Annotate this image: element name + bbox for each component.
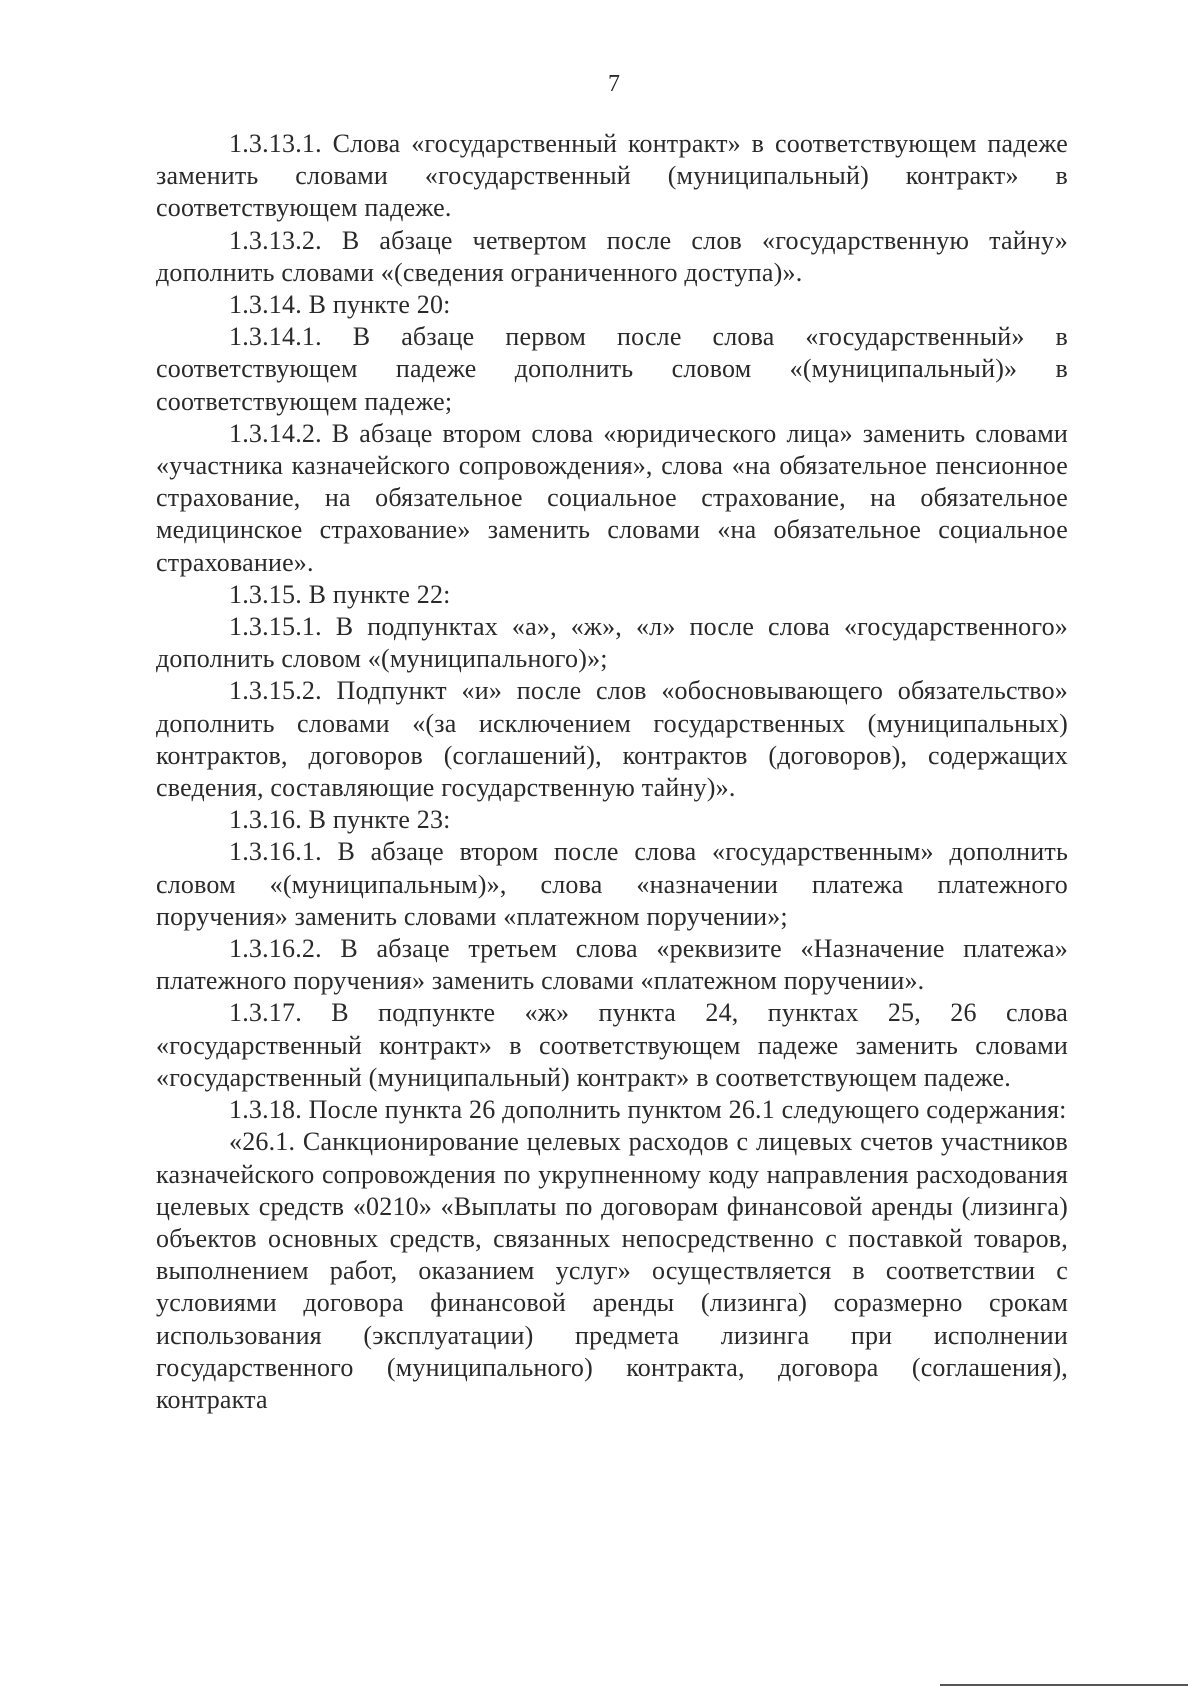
paragraph-26-1-quote: «26.1. Санкционирование целевых расходов с лицевых счетов участников казначейского сопровождения по укрупненному коду направления расходования целевых средств «0210» «Выплаты по договорам финансовой аренды (лизинга) объектов основных средств, связанных непосредственно с поставкой товаров, выполнением работ, оказанием услуг» осуществляется в соответствии с условиями договора финансовой аренды (лизинга) соразмерно срокам использования (эксплуатации) предмета лизинга при исполнении государственного (муниципального) контракта, договора (соглашения), контракта xyxy=(156,1127,1068,1414)
paragraph-1-3-16: 1.3.16. В пункте 23: xyxy=(229,805,451,835)
paragraph-1-3-16-2: 1.3.16.2. В абзаце третьем слова «реквизите «Назначение платежа» платежного поручения» заменить словами «платежном поручении». xyxy=(156,934,1068,996)
paragraph-1-3-13-1: 1.3.13.1. Слова «государственный контракт» в соответствующем падеже заменить словами «государственный (муниципальный) контракт» в соответствующем падеже. xyxy=(156,129,1068,223)
paragraph-1-3-14-2: 1.3.14.2. В абзаце втором слова «юридического лица» заменить словами «участника казначейского сопровождения», слова «на обязательное пенсионное страхование, на обязательное социальное страхование, на обязательное медицинское страхование» заменить словами «на обязательное социальное страхование». xyxy=(156,418,1068,577)
page-number: 7 xyxy=(608,71,620,97)
document-body xyxy=(156,128,1068,1416)
paragraph-1-3-15-2: 1.3.15.2. Подпункт «и» после слов «обосновывающего обязательство» дополнить словами «(за исключением государственных (муниципальных) контрактов, договоров (соглашений), контрактов (договоров), содержащих сведения, составляющие государственную тайну)». xyxy=(156,676,1068,803)
paragraph-1-3-18: 1.3.18. После пункта 26 дополнить пунктом 26.1 следующего содержания: xyxy=(229,1095,1067,1125)
bottom-rule-line xyxy=(940,1684,1188,1686)
paragraph-1-3-16-1: 1.3.16.1. В абзаце втором после слова «государственным» дополнить словом «(муниципальным)», слова «назначении платежа платежного поручения» заменить словами «платежном поручении»; xyxy=(156,837,1068,931)
paragraph-1-3-14-1: 1.3.14.1. В абзаце первом после слова «государственный» в соответствующем падеже дополнить словом «(муниципальный)» в соответствующем падеже; xyxy=(156,322,1068,416)
paragraph-1-3-15-1: 1.3.15.1. В подпунктах «а», «ж», «л» после слова «государственного» дополнить словом «(муниципального)»; xyxy=(156,612,1068,674)
paragraph-1-3-17: 1.3.17. В подпункте «ж» пункта 24, пунктах 25, 26 слова «государственный контракт» в соответствующем падеже заменить словами «государственный (муниципальный) контракт» в соответствующем падеже. xyxy=(156,998,1068,1092)
paragraph-1-3-14: 1.3.14. В пункте 20: xyxy=(229,290,451,320)
paragraph-1-3-13-2: 1.3.13.2. В абзаце четвертом после слов «государственную тайну» дополнить словами «(сведения ограниченного доступа)». xyxy=(156,225,1068,287)
paragraph-1-3-15: 1.3.15. В пункте 22: xyxy=(229,579,451,609)
